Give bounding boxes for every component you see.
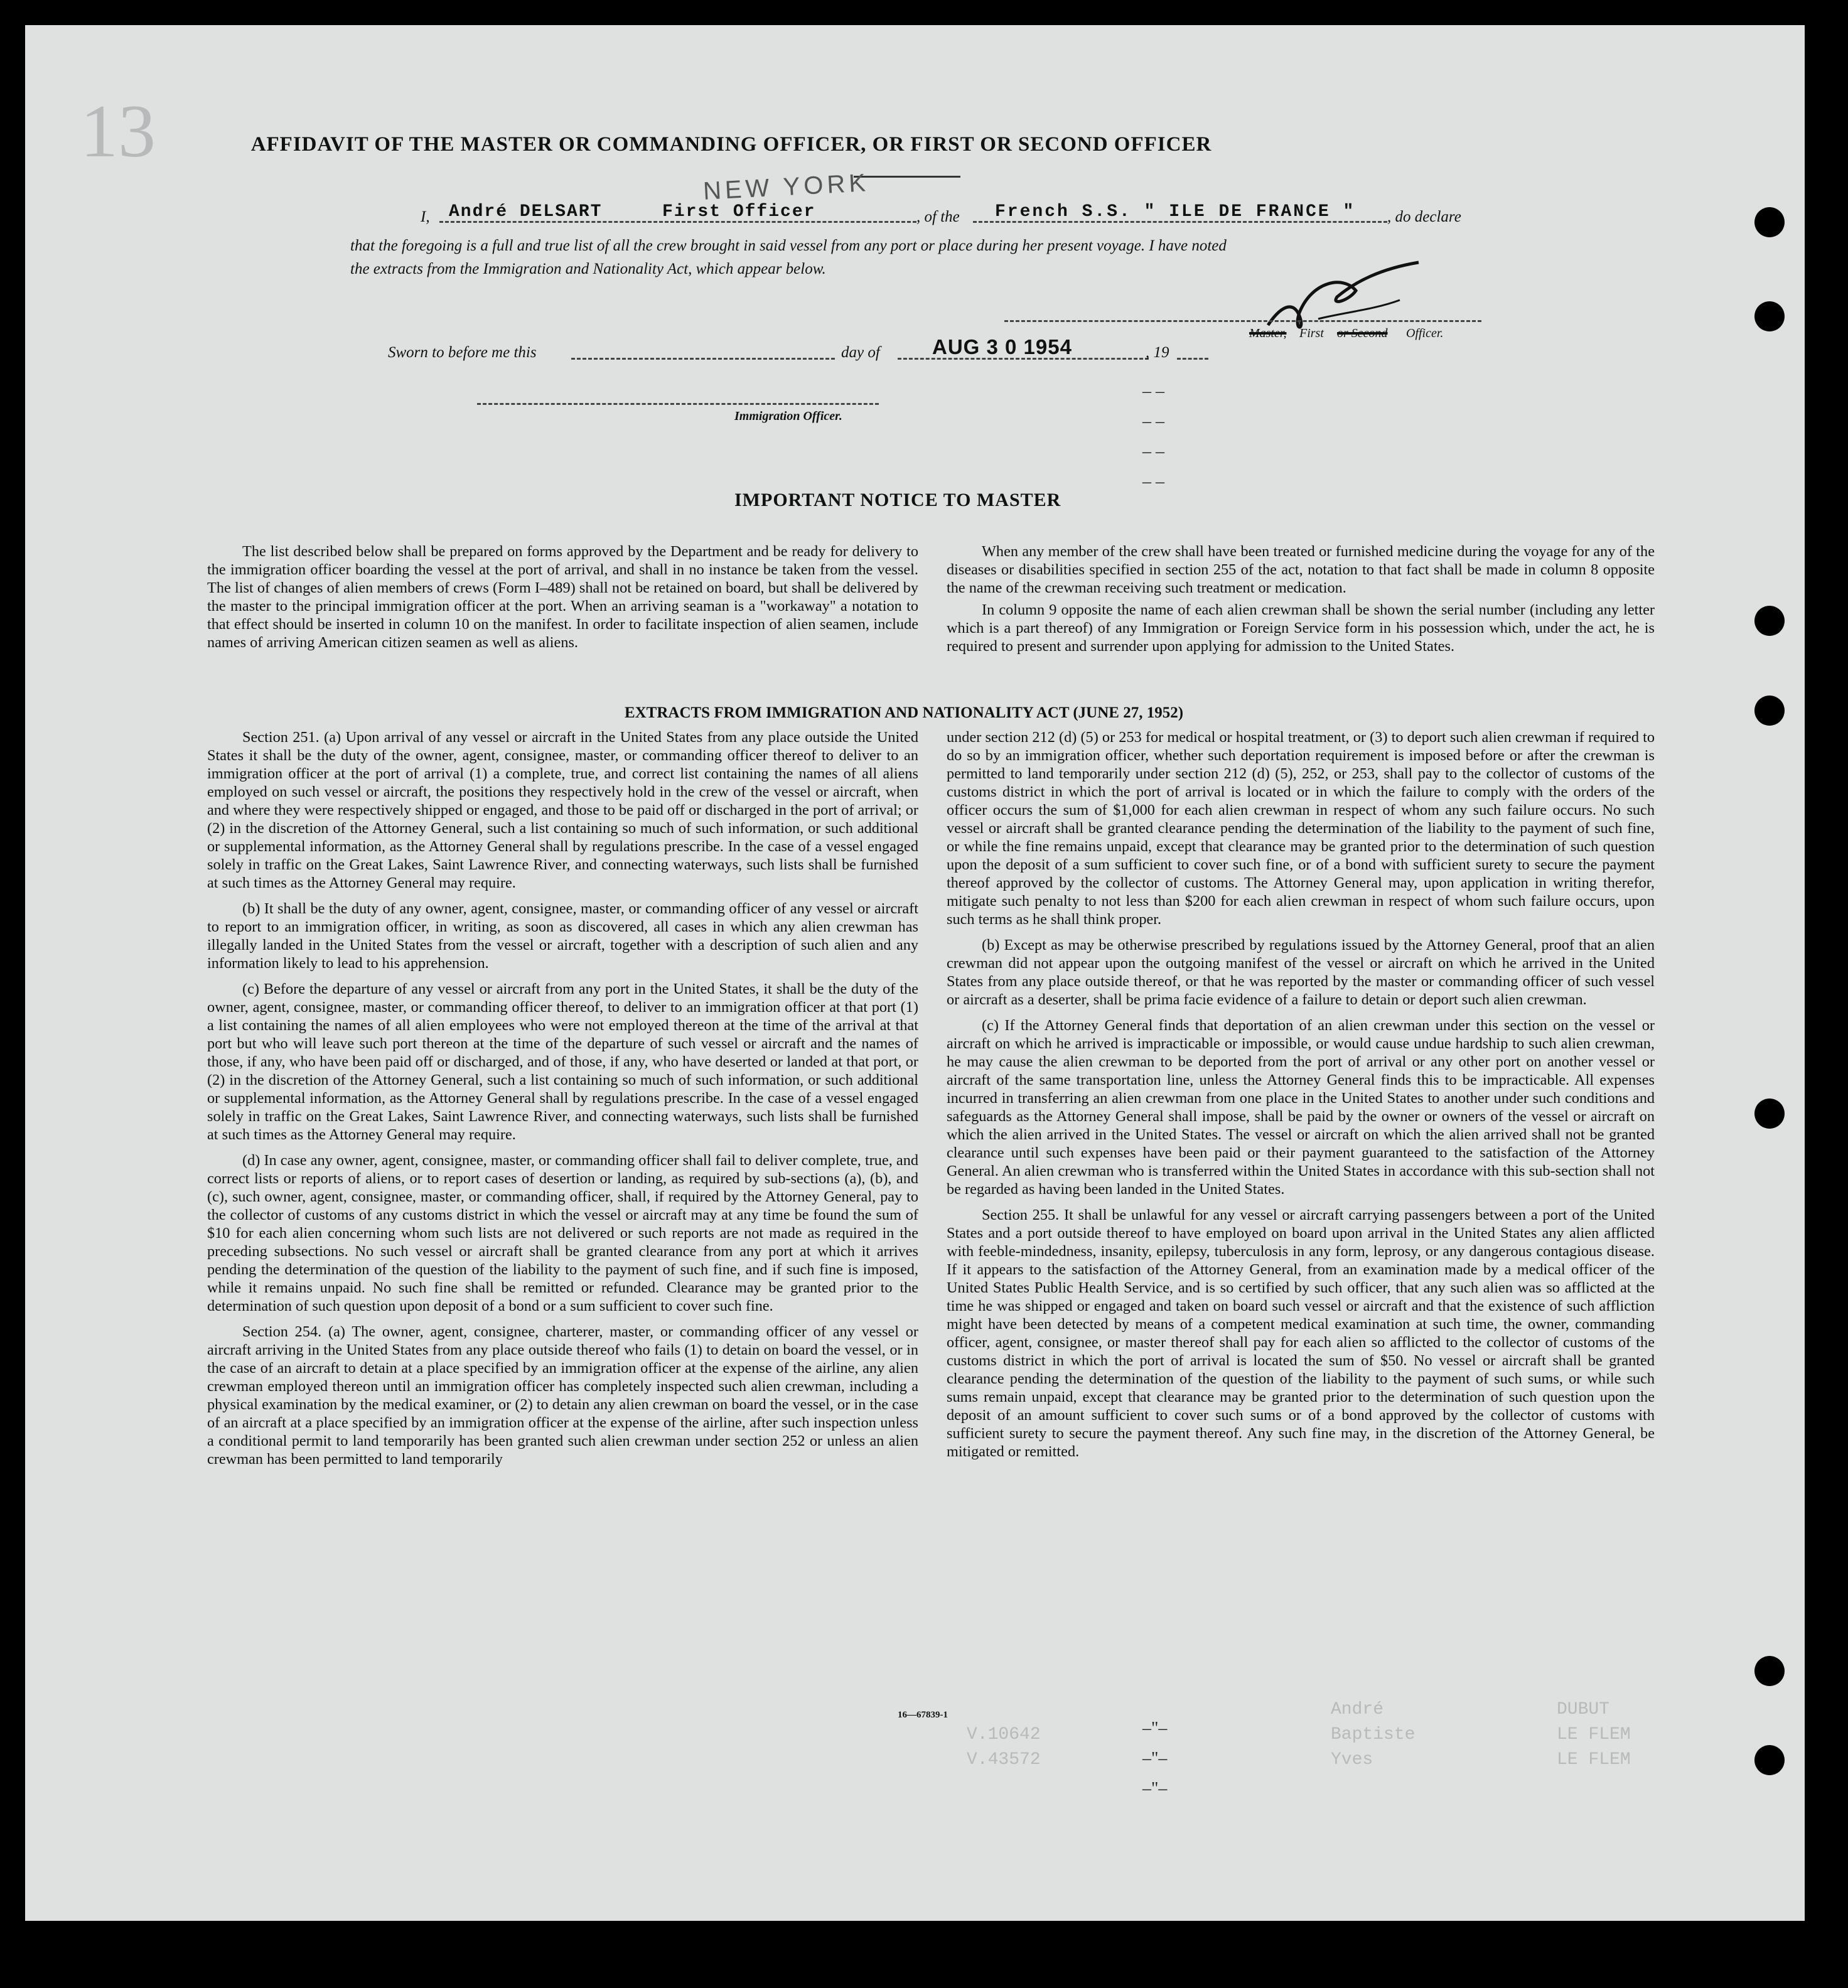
ditto-marks: – – – – – – – – [1142,382,1164,492]
city-stamp: NEW YORK [702,169,871,205]
notice-right-column [947,542,1655,655]
immigration-officer-label: Immigration Officer. [734,409,842,423]
signature-line [1004,320,1481,322]
bleed-number: 13 [80,89,156,173]
punch-hole [1754,207,1785,237]
notice-left-column [207,542,918,652]
extract-paragraph: (b) Except as may be otherwise prescribed by regulations issued by the Attorney General, proof that an alien crewman did not appear upon the outgoing manifest of the vessel or aircraft on which he arrived in the United States from any place outside thereof, or that he was reported by the master or commanding officer of such vessel or aircraft as a deserter, shall be prima facie evidence of a failure to detain or deport such alien crewman. [947,937,1655,1008]
signature-caption-first: First [1299,326,1324,340]
bleed-name: DUBUT [1557,1700,1610,1719]
notice-right-paragraph: When any member of the crew shall have been treated or furnished medicine during the voyage for any of the diseases or disabilities specified in section 255 of the act, notation to that fact shall be made in column 8 opposite the name of the crewman receiving such treatment or medication. [947,543,1655,596]
declaration-line-3: the extracts from the Immigration and Nationality Act, which appear below. [350,261,826,277]
officer-signature [1255,256,1431,338]
extracts-heading: EXTRACTS FROM IMMIGRATION AND NATIONALITY ACT (JUNE 27, 1952) [624,704,1184,721]
extract-paragraph: (b) It shall be the duty of any owner, agent, consignee, master, or commanding officer of any vessel or aircraft to report to an immigration officer, in writing, as soon as discovered, all cases in which any alien crewman has illegally landed in the United States from the vessel or aircraft, together with a description of such alien and any information likely to lead to his apprehension. [207,900,918,972]
bleed-serial: V.43572 [967,1750,1041,1770]
punch-hole [1754,301,1785,331]
punch-hole [1754,606,1785,636]
notice-right-paragraph: In column 9 opposite the name of each alien crewman shall be shown the serial number (including any letter which is a part thereof) of any Immigration or Foreign Service form in his possession which, under the act, he is required to present and surrender upon applying for admission to the United States. [947,601,1655,655]
extract-paragraph: (c) Before the departure of any vessel or aircraft from any port in the United States, it shall be the duty of the owner, agent, consignee, master, or commanding officer thereof, to deliver to an immigration officer at that port (1) a list containing the names of all alien employees who were not employed thereon at the time of the arrival at that port but who will leave such port thereon at the time of the departure of such vessel or aircraft and the names of those, if any, who have been paid off or discharged, and of those, if any, who have deserted or landed at that port, or (2) in the discretion of the Attorney General, such a list containing so much of such information, or such additional or supplemental information, as the Attorney General shall by regulations prescribe. In the case of a vessel engaged solely in traffic on the Great Lakes, Saint Lawrence River, and connecting waterways, such lists shall be furnished at such times as the Attorney General may require. [207,981,918,1143]
year-line [1177,358,1208,360]
bleed-name: LE FLEM [1557,1725,1631,1744]
punch-hole [1754,696,1785,726]
bleed-given-name: Yves [1331,1750,1373,1770]
extracts-left-column [207,728,918,1468]
punch-hole [1754,1099,1785,1129]
punch-hole [1754,1745,1785,1775]
signature-caption-officer: Officer. [1406,326,1444,340]
signature-caption-second: or Second [1337,326,1388,340]
date-stamp: AUG 3 0 1954 [932,335,1072,358]
document-page [25,25,1805,1921]
extract-paragraph: under section 212 (d) (5) or 253 for medical or hospital treatment, or (3) to deport such alien crewman if required to do so by an immigration officer, whether such deportation requirement is imposed before or after the crewman is permitted to land temporarily under section 212 (d) (5), 252, or 253, shall pay to the collector of customs of the customs district in which the port of arrival is located or in which the failure to comply with the orders of the officer occurs the sum of $1,000 for each alien crewman in respect of whom any such failure occurs. No such vessel or aircraft shall be granted clearance pending the determination of the liability to the payment of such fine, or while the fine remains unpaid, except that clearance may be granted prior to the determination of such question upon the deposit of a sum sufficient to cover such fine, or of a bond with sufficient surety to secure the payment thereof approved by the collector of customs. The Attorney General may, upon application in writing therefor, mitigate such penalty to not less than $200 for each alien crewman in respect of whom such failure occurs, upon such terms as he shall think proper. [947,729,1655,928]
officer-rank: First Officer [662,202,816,222]
signature-caption-master: Master, [1249,326,1287,340]
immigration-officer-line [477,403,879,405]
i-label: I, [421,208,430,225]
declaration-line-2: that the foregoing is a full and true list of all the crew brought in said vessel from any port or place during her present voyage. I have noted [350,237,1227,254]
sworn-day-line [571,358,835,360]
of-the-label: , of the [916,208,960,225]
bleed-given-name: Baptiste [1331,1725,1416,1744]
notice-heading: IMPORTANT NOTICE TO MASTER [734,490,1061,510]
extract-paragraph: Section 254. (a) The owner, agent, consignee, charterer, master, or commanding officer of any vessel or aircraft arriving in the United States from any place outside thereof who fails (1) to detain on board the vessel, or in the case of an aircraft to detain at a place specified by an immigration officer at the expense of the airline, any alien crewman employed thereon until an immigration officer has completely inspected such alien crewman, including a physical examination by the medical examiner, or (2) to detain any alien crewman on board the vessel, or in the case of an aircraft at a place specified by an immigration officer at the expense of the airline, after such inspection unless a conditional permit to land temporarily has been granted such alien crewman under section 252 or unless an alien crewman has been permitted to land temporarily [207,1323,918,1468]
extract-paragraph: (c) If the Attorney General finds that deportation of an alien crewman under this section on the vessel or aircraft on which he arrived is impracticable or impossible, or would cause undue hardship to such alien crewman, he may cause the alien crewman to be deported from the port of arrival or any other port on another vessel or aircraft of the same transportation line, unless the Attorney General finds this to be impracticable. All expenses incurred in transferring an alien crewman from one place in the United States to another under such conditions and safeguards as the Attorney General shall impose, shall be paid by the owner or owners of the vessel or aircraft on which the alien arrived in the United States. The vessel or aircraft on which the alien arrived shall not be granted clearance until such expenses have been paid or their payment guaranteed to the satisfaction of the Attorney General. An alien crewman who is transferred within the United States in accordance with this sub-section shall not be regarded as having been landed in the United States. [947,1017,1655,1198]
bleed-given-name: André [1331,1700,1384,1719]
extract-paragraph: Section 255. It shall be unlawful for any vessel or aircraft carrying passengers between a port of the United States and a port outside thereof to have employed on board upon arrival in the United States any alien afflicted with feeble-mindedness, insanity, epilepsy, tuberculosis in any form, leprosy, or any dangerous contagious disease. If it appears to the satisfaction of the Attorney General, from an examination made by a medical officer of the United States Public Health Service, and is so certified by such officer, that any such alien was so afflicted at the time he was shipped or engaged and taken on board such vessel or aircraft and that the existence of such affliction might have been detected by means of a competent medical examination at such time, the owner, commanding officer, agent, consignee, or master thereof shall pay for each alien so afflicted to the collector of customs of the customs district in which the port of arrival is located the sum of $50. No vessel or aircraft shall be granted clearance pending the determination of the question of the liability to the payment of such sums, or while such sums remain unpaid, except that clearance may be granted prior to the determination of such question upon the deposit of an amount sufficient to cover such sums or of a bond approved by the collector of customs with sufficient surety to secure the payment thereof. Any such fine may, in the discretion of the Attorney General, be mitigated or remitted. [947,1206,1655,1460]
form-number: 16—67839-1 [898,1710,948,1720]
extracts-right-column [947,728,1655,1461]
officer-name: André DELSART [449,202,603,222]
extract-paragraph: Section 251. (a) Upon arrival of any vessel or aircraft in the United States from any place outside the United States it shall be the duty of the owner, agent, consignee, master, or commanding officer thereof to deliver to an immigration officer at the port of arrival (1) a complete, true, and correct list containing the names of all aliens employed on such vessel or aircraft, the positions they respectively hold in the crew of the vessel or aircraft, when and where they were respectively shipped or engaged, and those to be paid off or discharged in the port of arrival; or (2) in the discretion of the Attorney General, such a list containing so much of such information, or such additional or supplemental information, as the Attorney General shall by regulations prescribe. In the case of a vessel engaged solely in traffic on the Great Lakes, Saint Lawrence River, and connecting waterways, such lists shall be furnished at such times as the Attorney General may require. [207,729,918,891]
extract-paragraph: (d) In case any owner, agent, consignee, master, or commanding officer shall fail to deliver complete, true, and correct lists or reports of aliens, or to report cases of desertion or landing, as required by sub-sections (a), (b), and (c), such owner, agent, consignee, master, or commanding officer, shall, if required by the Attorney General, pay to the collector of customs of any customs district in which the vessel or aircraft may at any time be found the sum of $10 for each alien concerning whom such lists are not delivered or such reports are not made as required in the preceding subsections. No such vessel or aircraft shall be granted clearance from any port at which it arrives pending the determination of the question of the liability to the payment of such fine, and if such fine is imposed, while it remains unpaid. No such fine shall be remitted or refunded. Clearance may be granted prior to the determination of such question upon deposit of a bond or a sum sufficient to cover such fine. [207,1152,918,1314]
notice-left-paragraph: The list described below shall be prepared on forms approved by the Department and be ready for delivery to the immigration officer boarding the vessel at the port of arrival, and shall in no instance be taken from the vessel. The list of changes of alien members of crews (Form I–489) shall not be retained on board, but shall be delivered by the master to the principal immigration officer at the port. When an arriving seaman is a "workaway" a notation to that effect should be inserted in column 10 on the manifest. In order to facilitate inspection of alien seamen, include names of arriving American citizen seamen as well as aliens. [207,543,918,651]
title-rule [854,176,960,178]
vessel-line [973,221,1387,223]
year-prefix: , 19 [1146,344,1169,361]
ditto-marks: –"– –"– –"– [1142,1719,1168,1798]
bleed-name: LE FLEM [1557,1750,1631,1770]
day-of-label: day of [841,344,880,361]
punch-hole [1754,1656,1785,1686]
officer-line [439,221,916,223]
do-declare-label: , do declare [1387,208,1461,225]
bleed-serial: V.10642 [967,1725,1041,1744]
sworn-label: Sworn to before me this [388,344,537,361]
affidavit-title: AFFIDAVIT OF THE MASTER OR COMMANDING OFFICER, OR FIRST OR SECOND OFFICER [250,133,1212,156]
vessel-name: French S.S. " ILE DE FRANCE " [995,202,1356,222]
